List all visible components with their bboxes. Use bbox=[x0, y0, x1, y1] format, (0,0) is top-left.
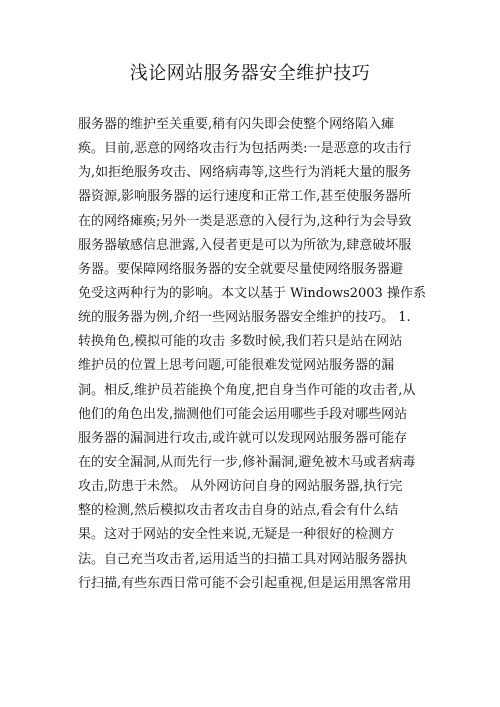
body-line: 攻击,防患于未然。 从外网访问自身的网站服务器,执行完 bbox=[78, 479, 403, 495]
body-line: 他们的角色出发,揣测他们可能会运用哪些手段对哪些网站 bbox=[78, 406, 408, 422]
body-line: 服务器的维护至关重要,稍有闪失即会使整个网络陷入瘫 bbox=[78, 117, 395, 132]
body-line: 整的检测,然后模拟攻击者攻击自身的站点,看会有什么结 bbox=[78, 503, 399, 519]
body-line: 痪。目前,恶意的网络攻击行为包括两类:一是恶意的攻击行 bbox=[78, 141, 412, 157]
body-line: 服务器敏感信息泄露,入侵者更是可以为所欲为,肆意破坏服 bbox=[78, 237, 412, 253]
body-line: 行扫描,有些东西日常可能不会引起重视,但是运用黑客常用 bbox=[78, 575, 412, 591]
document-body bbox=[78, 113, 438, 596]
body-line: 维护员的位置上思考问题,可能很难发觉网站服务器的漏 bbox=[78, 358, 395, 374]
body-line: 转换角色,模拟可能的攻击 多数时候,我们若只是站在网站 bbox=[78, 334, 403, 350]
body-line: 为,如拒绝服务攻击、网络病毒等,这些行为消耗大量的服务 bbox=[78, 165, 412, 181]
body-line: 免受这两种行为的影响。本文以基于 Windows2003 操作系 bbox=[78, 285, 426, 301]
body-line: 洞。相反,维护员若能换个角度,把自身当作可能的攻击者,从 bbox=[78, 382, 416, 398]
body-line: 统的服务器为例,介绍一些网站服务器安全维护的技巧。 1. bbox=[78, 310, 411, 326]
body-line: 果。这对于网站的安全性来说,无疑是一种很好的检测方 bbox=[78, 527, 395, 543]
body-line: 在的网络瘫痪;另外一类是恶意的入侵行为,这种行为会导致 bbox=[78, 213, 412, 229]
document-title: 浅论网站服务器安全维护技巧 bbox=[129, 63, 371, 84]
body-line: 器资源,影响服务器的运行速度和正常工作,甚至使服务器所 bbox=[78, 189, 412, 205]
body-line: 法。自己充当攻击者,运用适当的扫描工具对网站服务器执 bbox=[78, 551, 408, 567]
body-line: 在的安全漏洞,从而先行一步,修补漏洞,避免被木马或者病毒 bbox=[78, 454, 416, 470]
body-line: 服务器的漏洞进行攻击,或许就可以发现网站服务器可能存 bbox=[78, 430, 408, 446]
body-line: 务器。要保障网络服务器的安全就要尽量使网络服务器避 bbox=[78, 261, 404, 277]
